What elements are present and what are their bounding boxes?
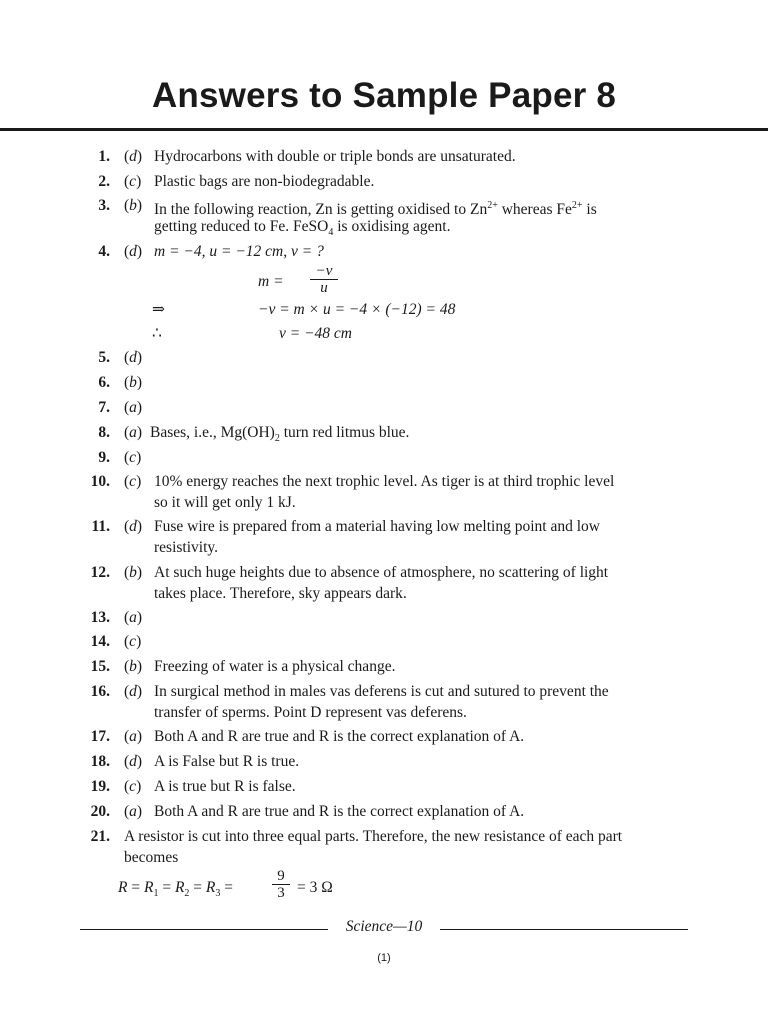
q4-step2: −v = m × u = −4 × (−12) = 48 xyxy=(258,301,456,318)
answer-text: Plastic bags are non-biodegradable. xyxy=(154,173,375,190)
answer-text: m = −4, u = −12 cm, v = ? xyxy=(154,243,324,260)
answer-number: 5. xyxy=(98,349,110,366)
q21-fraction xyxy=(272,868,290,901)
answer-number: 14. xyxy=(90,633,110,650)
answer-number: 9. xyxy=(98,449,110,466)
answer-number: 7. xyxy=(98,399,110,416)
answer-option: (c) xyxy=(124,473,142,490)
footer-label: Science—10 xyxy=(345,918,423,935)
answer-option: (a) xyxy=(124,609,143,626)
answer-option: (c) xyxy=(124,633,142,650)
answer-option: (d) xyxy=(124,683,143,700)
answer-option: (d) xyxy=(124,148,143,165)
footer-rule-right xyxy=(440,929,688,930)
q4-step3: v = −48 cm xyxy=(279,325,352,342)
answer-number: 17. xyxy=(90,728,110,745)
answer-text-continued: resistivity. xyxy=(154,539,219,556)
answer-number: 8. xyxy=(98,424,110,441)
page-number: (1) xyxy=(377,952,391,964)
answer-number: 4. xyxy=(98,243,110,260)
answer-number: 16. xyxy=(90,683,110,700)
answer-number: 11. xyxy=(91,518,110,535)
answer-text: Both A and R are true and R is the correct explanation of A. xyxy=(154,803,525,820)
answer-number: 19. xyxy=(90,778,110,795)
answer-option: (d) xyxy=(124,753,143,770)
answer-text: In the following reaction, Zn is getting oxidised to $Zn^{2+}$ whereas $Fe^{2+}$ is xyxy=(154,200,597,219)
answer-text: A is False but R is true. xyxy=(154,753,300,770)
answer-text: Bases, i.e., $Mg(OH)_2$ turn red litmus blue. xyxy=(150,424,410,445)
answer-text: Freezing of water is a physical change. xyxy=(154,658,396,675)
answer-option: (c) xyxy=(124,449,142,466)
answer-number: 6. xyxy=(98,374,110,391)
answer-option: (c) xyxy=(124,778,142,795)
answer-option: (b) xyxy=(124,197,143,214)
answer-text: At such huge heights due to absence of atmosphere, no scattering of light xyxy=(154,564,609,581)
answer-option: (a) xyxy=(124,424,143,441)
title-rule xyxy=(0,128,768,131)
page-title: Answers to Sample Paper 8 xyxy=(151,76,617,115)
q4-fraction xyxy=(310,263,338,296)
q4-frac-den: u xyxy=(310,279,338,296)
answer-number: 1. xyxy=(98,148,110,165)
answer-text-continued: getting reduced to Fe. FeSO$_4$ is oxidising agent. xyxy=(154,218,451,239)
answer-option: (d) xyxy=(124,518,143,535)
q4-therefore: ∴ xyxy=(152,325,162,342)
q4-implies: ⇒ xyxy=(152,301,165,318)
answer-text-continued: takes place. Therefore, sky appears dark. xyxy=(154,585,407,602)
answer-number: 10. xyxy=(90,473,110,490)
answer-option: (d) xyxy=(124,243,143,260)
answer-text-continued: so it will get only 1 kJ. xyxy=(154,494,296,511)
answer-text: A is true but R is false. xyxy=(154,778,296,795)
answer-option: (a) xyxy=(124,399,143,416)
q21-rhs: = 3 Ω xyxy=(297,879,333,896)
q21-frac-num: 9 xyxy=(277,868,285,884)
answer-text: Both A and R are true and R is the correct explanation of A. xyxy=(154,728,525,745)
answer-text: Fuse wire is prepared from a material having low melting point and low xyxy=(154,518,600,535)
answer-number: 15. xyxy=(90,658,110,675)
footer-rule-left xyxy=(80,929,328,930)
answer-option: (a) xyxy=(124,803,143,820)
answer-text: In surgical method in males vas deferens is cut and sutured to prevent the xyxy=(154,683,609,700)
q21-lhs: $R = R_1 = R_2 = R_3$ = xyxy=(118,879,233,900)
answer-option: (b) xyxy=(124,564,143,581)
answer-number: 20. xyxy=(90,803,110,820)
answer-text: Hydrocarbons with double or triple bonds are unsaturated. xyxy=(154,148,516,165)
q4-m-eq: m = xyxy=(258,273,284,290)
answer-number: 18. xyxy=(90,753,110,770)
answer-number: 12. xyxy=(90,564,110,581)
answer-option: (b) xyxy=(124,658,143,675)
answer-text-continued: transfer of sperms. Point D represent vas deferens. xyxy=(154,704,467,721)
answer-option: (d) xyxy=(124,349,143,366)
answer-option: (c) xyxy=(124,173,142,190)
answer-option: (b) xyxy=(124,374,143,391)
q21-frac-den: 3 xyxy=(272,884,290,901)
answer-text: 10% energy reaches the next trophic level. As tiger is at third trophic level xyxy=(154,473,615,490)
answer-number: 2. xyxy=(98,173,110,190)
answer-text: A resistor is cut into three equal parts. Therefore, the new resistance of each part xyxy=(124,828,623,845)
answer-option: (a) xyxy=(124,728,143,745)
q4-frac-num: −v xyxy=(315,263,333,279)
answer-number: 21. xyxy=(90,828,110,845)
answer-number: 13. xyxy=(90,609,110,626)
answer-number: 3. xyxy=(98,197,110,214)
answer-text-continued: becomes xyxy=(124,849,179,866)
